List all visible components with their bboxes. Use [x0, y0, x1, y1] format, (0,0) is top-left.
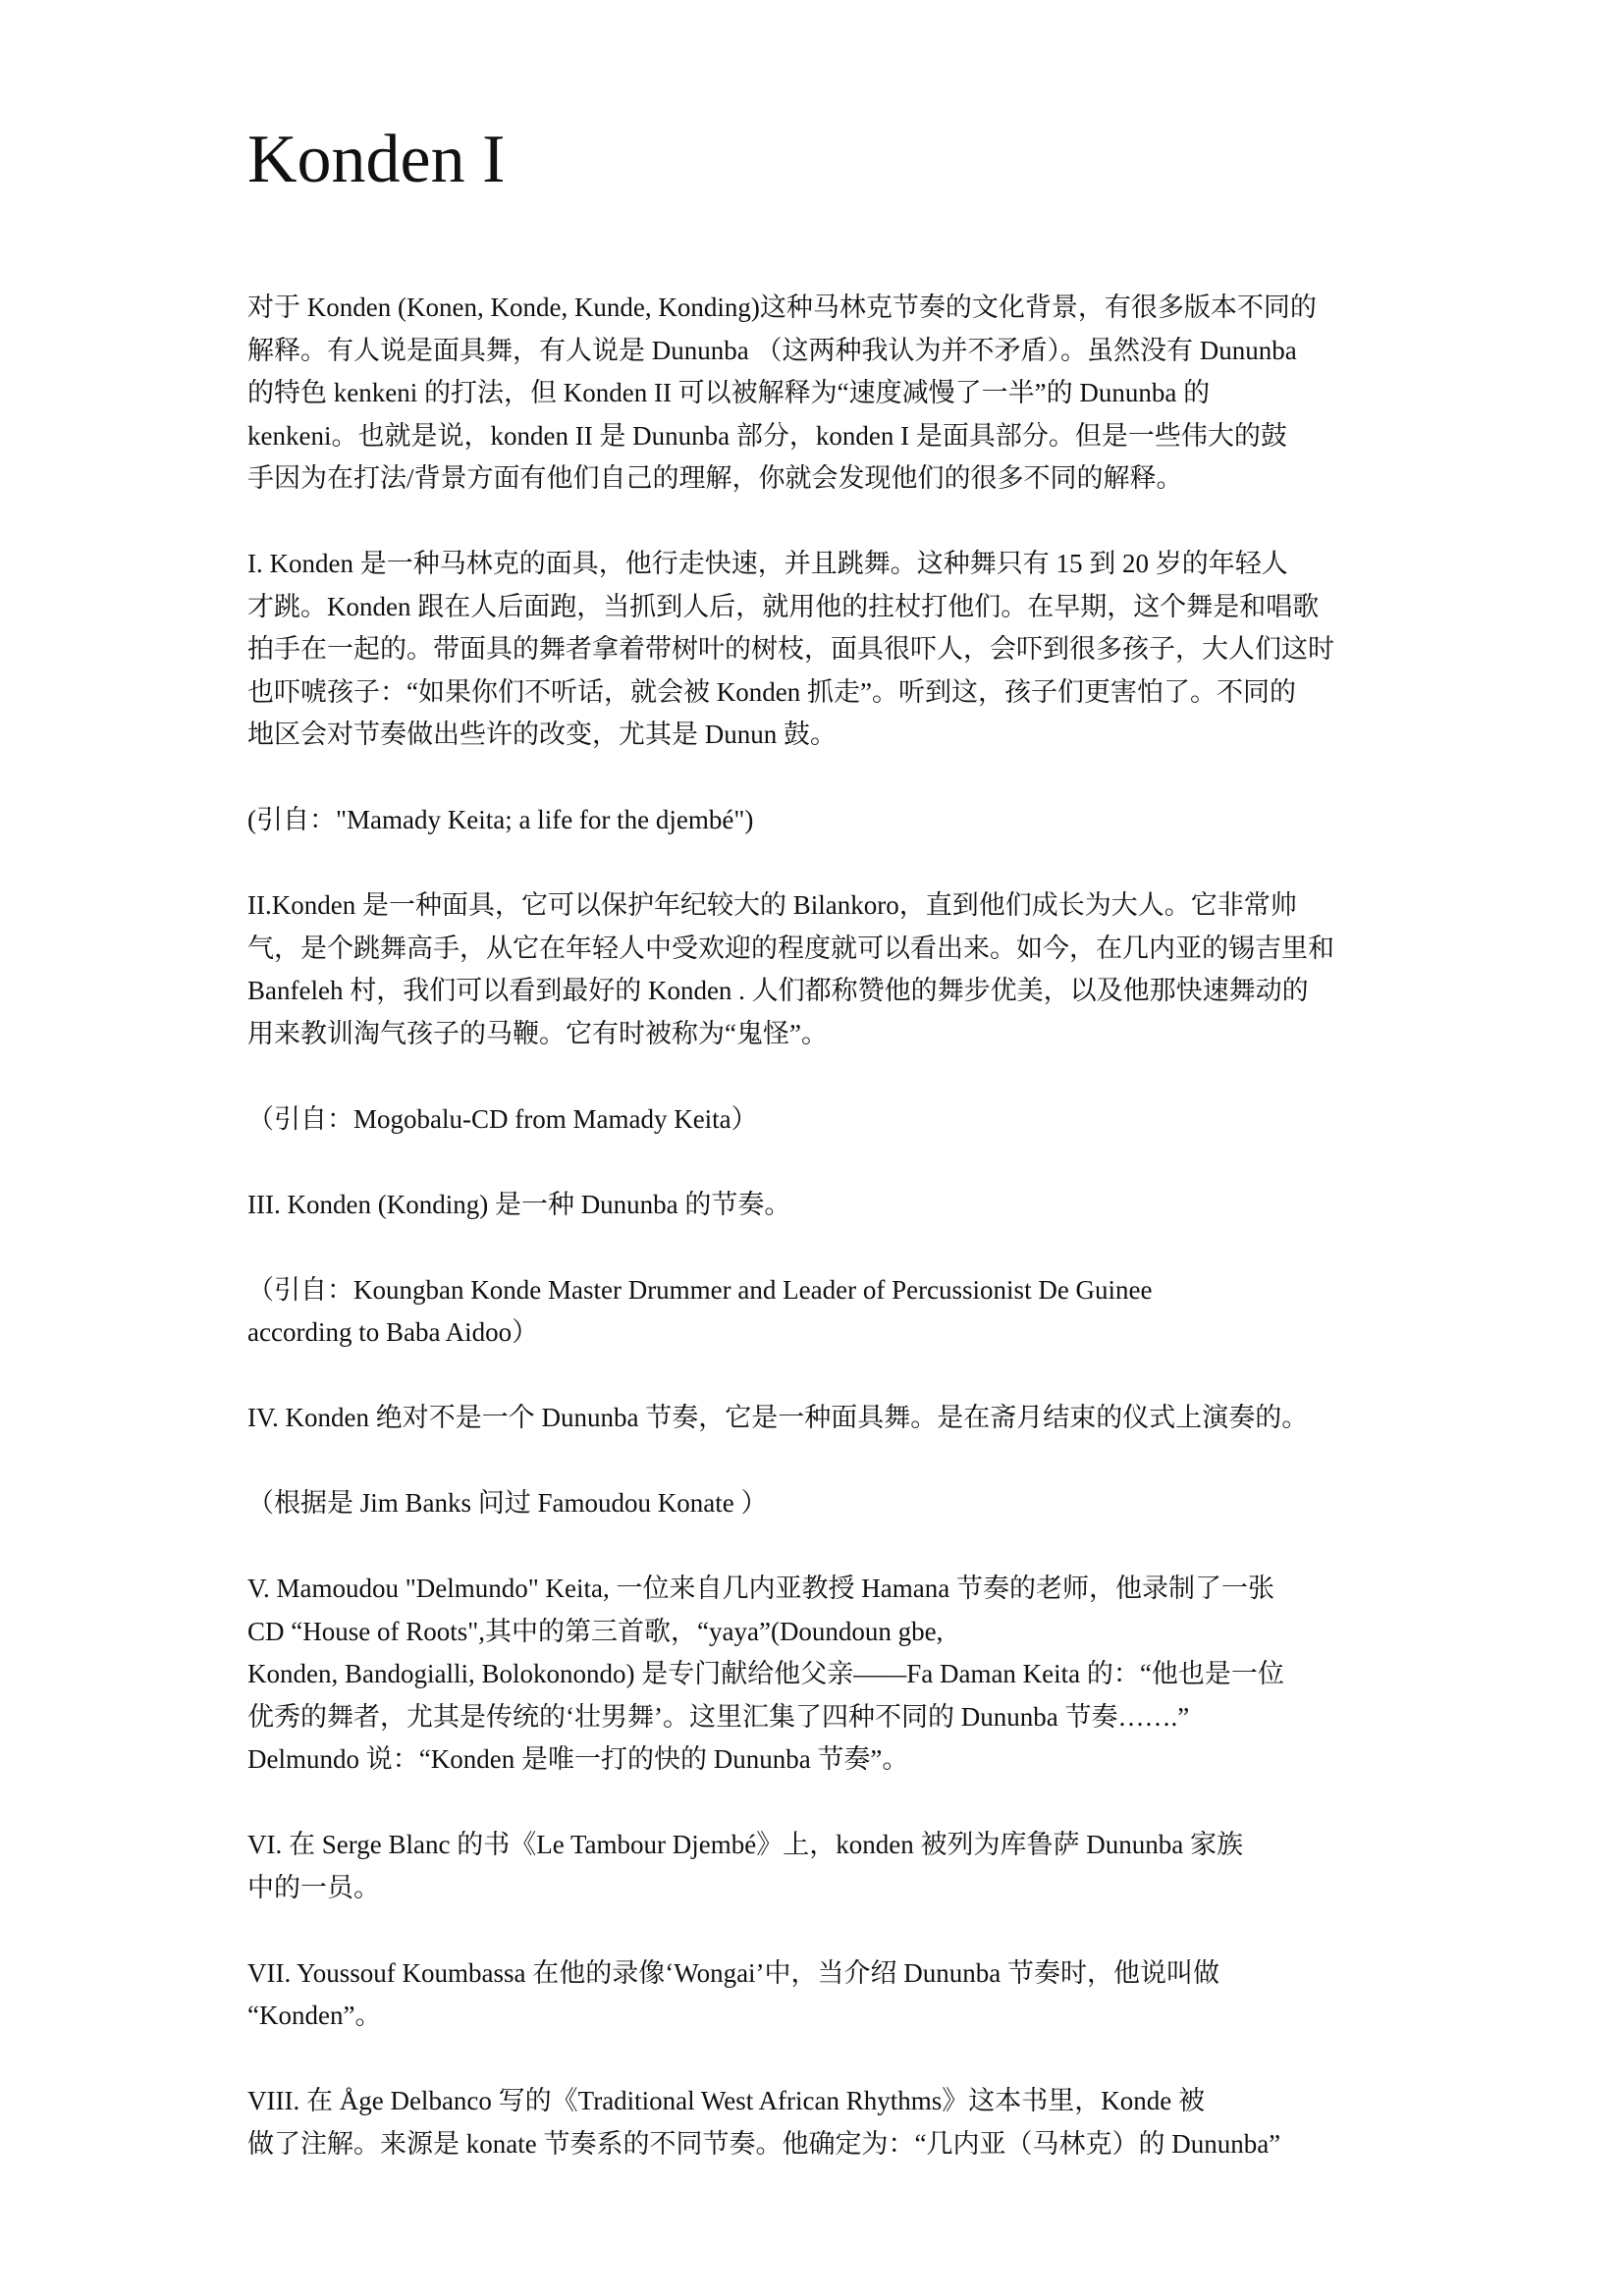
text-line: 解释。有人说是面具舞，有人说是 Dununba （这两种我认为并不矛盾）。虽然没有 Dununba: [247, 335, 1297, 365]
text-line: 优秀的舞者，尤其是传统的‘壮男舞’。这里汇集了四种不同的 Dununba 节奏…….”: [247, 1701, 1190, 1732]
paragraph: [247, 1568, 1426, 1782]
text-line: 中的一员。: [247, 1872, 380, 1902]
text-line: 也吓唬孩子：“如果你们不听话，就会被 Konden 抓走”。听到这，孩子们更害怕了。不同的: [247, 676, 1296, 707]
document-title: Konden I: [247, 122, 506, 197]
text-line: （根据是 Jim Banks 问过 Famoudou Konate ）: [247, 1488, 768, 1518]
text-line: 手因为在打法/背景方面有他们自己的理解，你就会发现他们的很多不同的解释。: [247, 463, 1183, 493]
paragraph: [247, 1824, 1426, 1909]
text-line: 拍手在一起的。带面具的舞者拿着带树叶的树枝，面具很吓人，会吓到很多孩子，大人们这时: [247, 634, 1334, 664]
paragraph: [247, 1952, 1426, 2038]
text-line: 用来教训淘气孩子的马鞭。它有时被称为“鬼怪”。: [247, 1018, 828, 1048]
paragraph: [247, 799, 1426, 842]
text-line: V. Mamoudou "Delmundo" Keita, 一位来自几内亚教授 Hamana 节奏的老师，他录制了一张: [247, 1574, 1274, 1603]
text-line: Delmundo 说：“Konden 是唯一打的快的 Dununba 节奏”。: [247, 1744, 909, 1774]
paragraph: [247, 287, 1426, 501]
paragraph: [247, 1098, 1426, 1142]
text-line: I. Konden 是一种马林克的面具，他行走快速，并且跳舞。这种舞只有 15 到 20 岁的年轻人: [247, 549, 1288, 578]
text-line: Banfeleh 村，我们可以看到最好的 Konden . 人们都称赞他的舞步优美，以及他那快速舞动的: [247, 976, 1309, 1005]
text-line: VI. 在 Serge Blanc 的书《Le Tambour Djembé》上，konden 被列为库鲁萨 Dununba 家族: [247, 1830, 1243, 1859]
text-line: 才跳。Konden 跟在人后面跑，当抓到人后，就用他的拄杖打他们。在早期，这个舞是和唱歌: [247, 591, 1320, 621]
text-line: according to Baba Aidoo）: [247, 1317, 539, 1347]
paragraph: [247, 2080, 1426, 2165]
text-line: 气，是个跳舞高手，从它在年轻人中受欢迎的程度就可以看出来。如今，在几内亚的锡吉里和: [247, 933, 1334, 963]
paragraph: [247, 1482, 1426, 1525]
paragraph: [247, 884, 1426, 1055]
text-line: VIII. 在 Åge Delbanco 写的《Traditional West African Rhythms》这本书里，Konde 被: [247, 2086, 1205, 2115]
text-line: （引自：Koungban Konde Master Drummer and Leader of Percussionist De Guinee: [247, 1274, 1153, 1305]
text-line: II.Konden 是一种面具，它可以保护年纪较大的 Bilankoro，直到他们成长为大人。它非常帅: [247, 890, 1297, 920]
paragraph: [247, 1184, 1426, 1227]
text-line: kenkeni。也就是说，konden II 是 Dununba 部分，konden I 是面具部分。但是一些伟大的鼓: [247, 420, 1287, 451]
text-line: (引自："Mamady Keita; a life for the djembé"): [247, 805, 754, 834]
text-line: IV. Konden 绝对不是一个 Dununba 节奏，它是一种面具舞。是在斋月结束的仪式上演奏的。: [247, 1403, 1309, 1432]
text-line: CD “House of Roots",其中的第三首歌，“yaya”(Doundoun gbe,: [247, 1616, 944, 1646]
document-body: [247, 287, 1426, 2209]
text-line: “Konden”。: [247, 2001, 382, 2030]
text-line: Konden, Bandogialli, Bolokonondo) 是专门献给他父亲——Fa Daman Keita 的：“他也是一位: [247, 1659, 1284, 1688]
text-line: 对于 Konden (Konen, Konde, Kunde, Konding)这种马林克节奏的文化背景，有很多版本不同的: [247, 293, 1317, 322]
text-line: III. Konden (Konding) 是一种 Dununba 的节奏。: [247, 1189, 791, 1219]
text-line: 做了注解。来源是 konate 节奏系的不同节奏。他确定为：“几内亚（马林克）的 Dununba”: [247, 2128, 1281, 2159]
text-line: 的特色 kenkeni 的打法，但 Konden II 可以被解释为“速度减慢了一半”的 Dununba 的: [247, 378, 1211, 407]
paragraph: [247, 1397, 1426, 1440]
text-line: 地区会对节奏做出些许的改变，尤其是 Dunun 鼓。: [247, 720, 837, 749]
text-line: VII. Youssouf Koumbassa 在他的录像‘Wongai’中，当介绍 Dununba 节奏时，他说叫做: [247, 1957, 1220, 1988]
paragraph: [247, 543, 1426, 757]
text-line: （引自：Mogobalu-CD from Mamady Keita）: [247, 1103, 758, 1134]
paragraph: [247, 1269, 1426, 1355]
